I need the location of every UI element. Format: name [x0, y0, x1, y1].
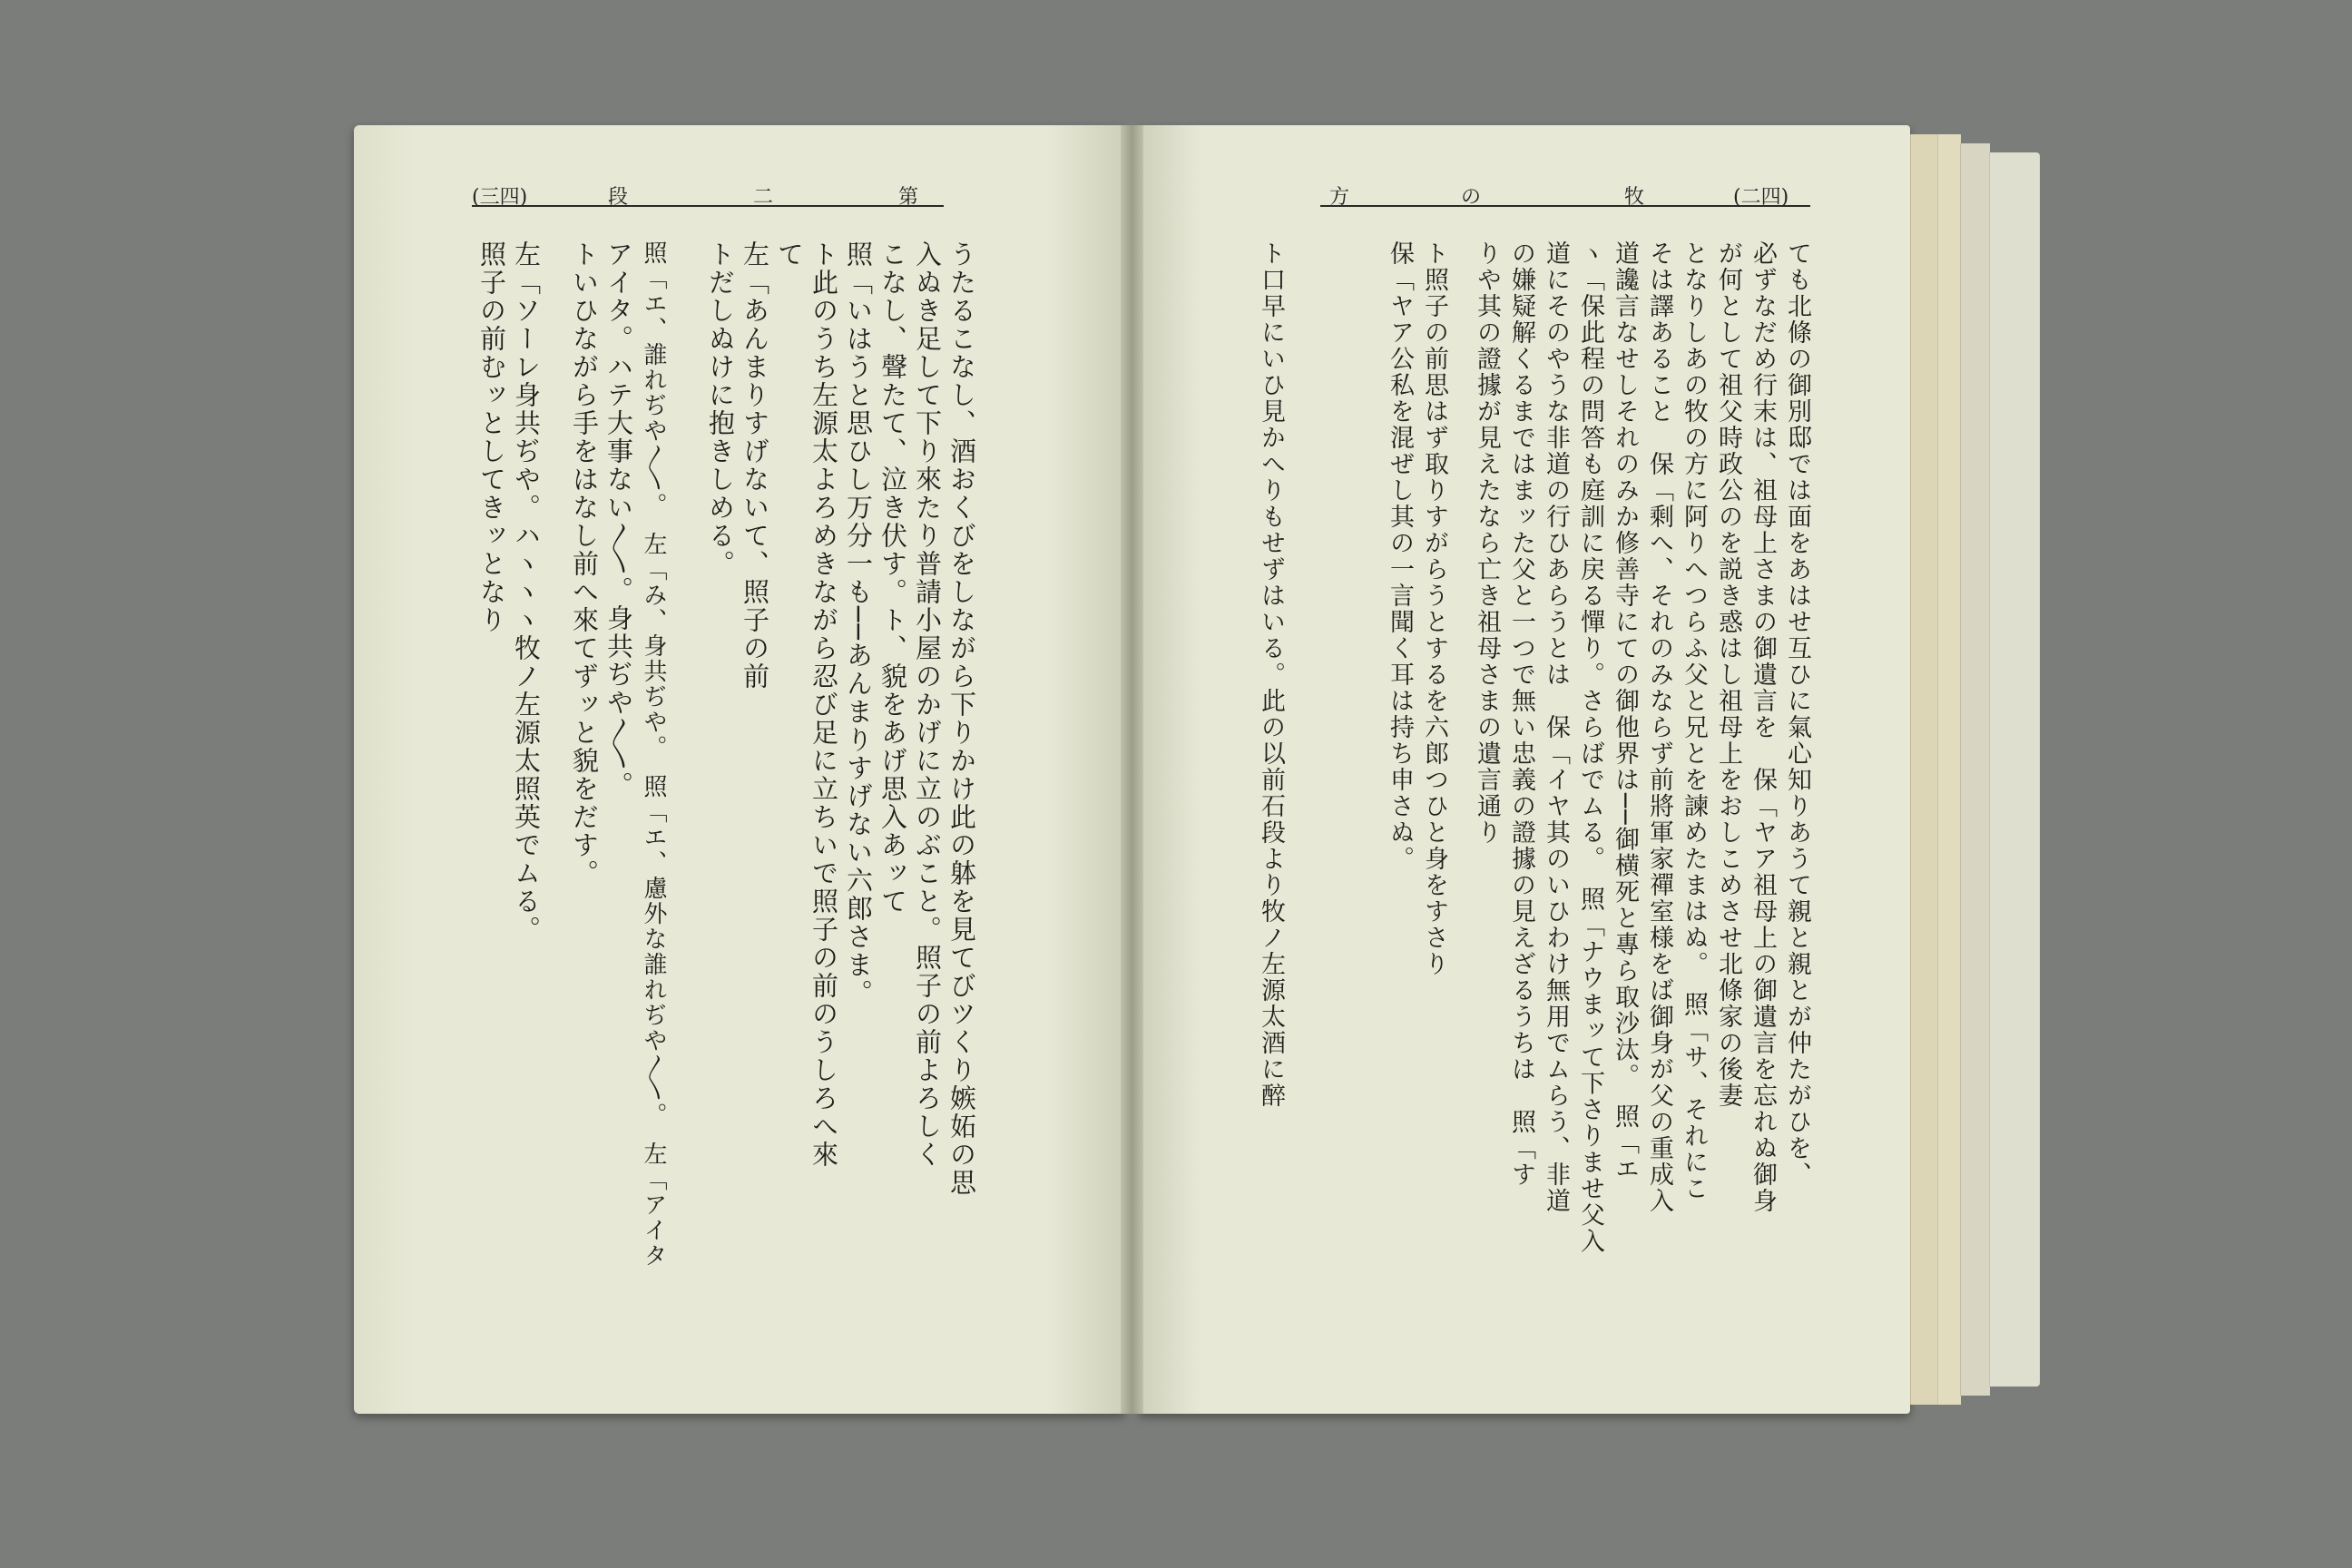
- left-page-header: [472, 181, 944, 207]
- text-column: 必ずなだめ行末は、祖母上さまの御遺言を 保「ヤア祖母上の御遺言を忘れぬ御身: [1749, 240, 1777, 1214]
- text-column: 照子の前むッとしてきッとなり: [476, 240, 507, 634]
- text-column: こなし、聲たて、泣き伏す。ト、貌をあげ思入あッて: [877, 240, 908, 916]
- text-column: 照「いはうと思ひし万分一も──あんまりすげない六郎さま。: [843, 240, 874, 1007]
- running-title-char: 牧: [1624, 186, 1645, 209]
- text-column: 道讒言なせしそれのみか修善寺にての御他界は──御横死と專ら取沙汰。 照「エ: [1611, 240, 1639, 1183]
- running-title-char: 段: [608, 186, 629, 209]
- text-column: 保「ヤア公私を混ぜし其の一言聞く耳は持ち申さぬ。: [1386, 240, 1414, 872]
- running-title-char: 第: [898, 186, 919, 209]
- book-gutter: [1121, 125, 1143, 1414]
- text-column: うたるこなし、酒おくびをしながら下りかけ此の躰を見てびツくり嫉妬の思: [946, 240, 977, 1197]
- text-column: ト照子の前思はず取りすがらうとするを六郎つひと身をすさり: [1420, 240, 1448, 977]
- page-number: (二四): [1733, 186, 1789, 209]
- text-column: トだしぬけに抱きしめる。: [705, 240, 736, 578]
- page-edges: [1960, 143, 1990, 1396]
- text-column: 照「エ、誰れぢや〳〵。 左「み、身共ぢや。 照「エ、慮外な誰れぢや〳〵。 左「アイタ: [640, 240, 667, 1269]
- running-title-char: 二: [753, 186, 774, 209]
- running-title-char: 方: [1329, 186, 1350, 209]
- page-edges: [1910, 134, 1938, 1405]
- text-column: となりしあの牧の方に阿りへつらふ父と兄とを諫めたまはぬ。 照「サ、それにこ: [1680, 240, 1708, 1202]
- running-title-char: の: [1461, 186, 1482, 209]
- text-column: の嫌疑解くるまではまッた父と一つで無い忠義の證據の見えざるうちは 照「す: [1507, 240, 1535, 1188]
- text-column: アイタ。ハテ大事ない〳〵。身共ぢや〳〵。: [603, 240, 634, 799]
- text-column: て: [774, 240, 805, 269]
- text-column: 道にそのやうな非道の行ひあらうとは 保「イヤ其のいひわけ無用でムらう、非道: [1542, 240, 1570, 1214]
- right-page-header: [1320, 181, 1810, 207]
- text-column: ト此のうち左源太よろめきながら忍び足に立ちいで照子の前のうしろへ來: [808, 240, 839, 1169]
- text-column: そは譯あること 保「剩へ、それのみならず前將軍家禪室様をば御身が父の重成入: [1645, 240, 1673, 1214]
- book-cover-edge: [1989, 152, 2040, 1387]
- text-column: ても北條の御別邸では面をあはせ互ひに氣心知りあうて親と親とが仲たがひを、: [1783, 240, 1811, 1188]
- text-column: トいひながら手をはなし前へ來てずッと貌をだす。: [569, 240, 600, 887]
- text-column: りや其の證據が見えたなら亡き祖母さまの遺言通り: [1473, 240, 1501, 846]
- page-edges: [1937, 134, 1961, 1405]
- text-column: 左「ソーレ身共ぢや。ハヽヽヽ牧ノ左源太照英でムる。: [511, 240, 542, 944]
- page-number: (三四): [472, 186, 528, 209]
- text-column: ト口早にいひ見かへりもせずはいる。此の以前石段より牧ノ左源太酒に醉: [1257, 240, 1285, 1109]
- text-column: 入ぬき足して下り來たり普請小屋のかげに立のぶこと。照子の前よろしく: [912, 240, 943, 1169]
- text-column: ヽ「保此程の問答も庭訓に戻る憚り。さらばでムる。 照「ナウまッて下さりませ父入: [1576, 240, 1604, 1255]
- text-column: 左「あんまりすげないて、照子の前: [740, 240, 770, 691]
- text-column: が何として祖父時政公のを説き惑はし祖母上をおしこめさせ北條家の後妻: [1714, 240, 1742, 1109]
